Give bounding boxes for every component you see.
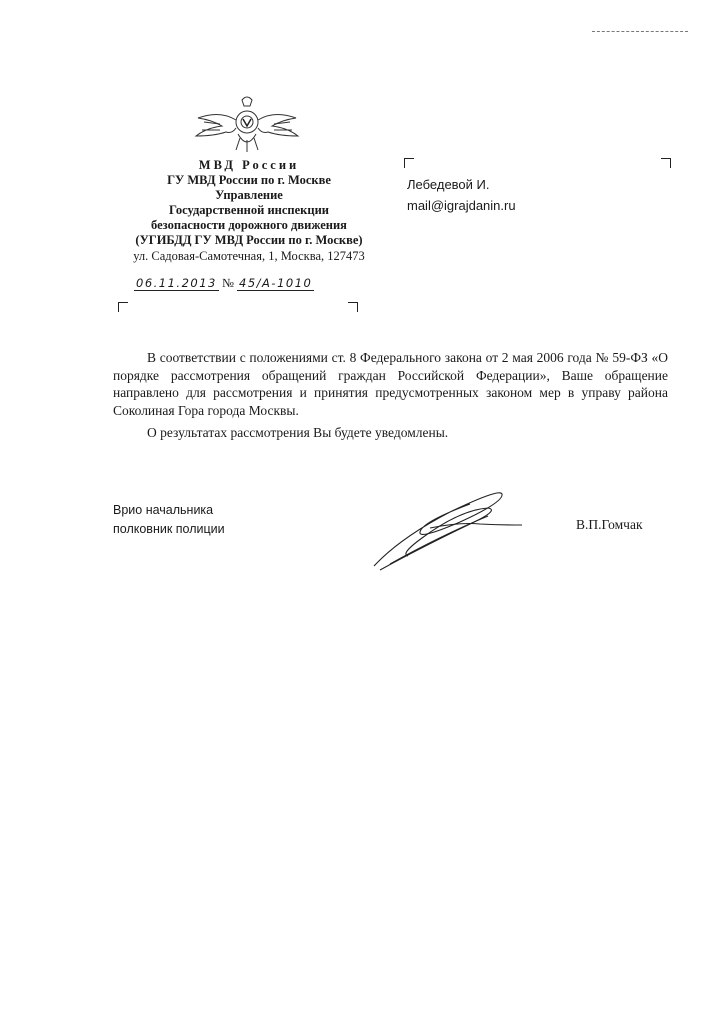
recipient-block (407, 174, 516, 216)
body-paragraph: В соответствии с положениями ст. 8 Федерального закона от 2 мая 2006 года № 59-ФЗ «О порядке рассмотрения обращений граждан Российской Федерации», Ваше обращение направлено для рассмотрения и принятия предусмотренных законом мер в управу района Соколиная Гора города Москвы. (113, 350, 668, 418)
sender-division-line: Государственной инспекции (169, 203, 329, 217)
signature-mark-icon (360, 478, 540, 578)
letter-body (113, 349, 668, 442)
signatory-title (113, 501, 225, 539)
signatory-title-line: Врио начальника (113, 503, 214, 517)
sender-ministry: МВД России (198, 158, 300, 172)
signatory-title-line: полковник полиции (113, 522, 225, 536)
sender-division-line: (УГИБДД ГУ МВД России по г. Москве) (135, 233, 363, 247)
recipient-email: mail@igrajdanin.ru (407, 198, 516, 213)
registration-number-sign: № (221, 276, 234, 290)
recipient-corner-mark (404, 158, 414, 168)
sender-department: ГУ МВД России по г. Москве (167, 173, 331, 187)
registration-number: 45/А-1010 (239, 276, 313, 290)
recipient-corner-mark (661, 158, 671, 168)
address-corner-mark (118, 302, 128, 312)
registration-line (134, 276, 374, 294)
sender-division-line: Управление (215, 188, 283, 202)
address-corner-mark (348, 302, 358, 312)
sender-block (104, 158, 394, 264)
scan-artifact-line (592, 31, 688, 33)
sender-address: ул. Садовая-Самотечная, 1, Москва, 127473 (133, 249, 365, 263)
recipient-name: Лебедевой И. (407, 177, 490, 192)
body-paragraph: О результатах рассмотрения Вы будете уведомлены. (147, 425, 449, 440)
sender-division-line: безопасности дорожного движения (151, 218, 347, 232)
registration-date: 06.11.2013 (136, 276, 217, 290)
signatory-name: В.П.Гомчак (576, 517, 643, 532)
mvd-emblem-icon (192, 92, 302, 154)
